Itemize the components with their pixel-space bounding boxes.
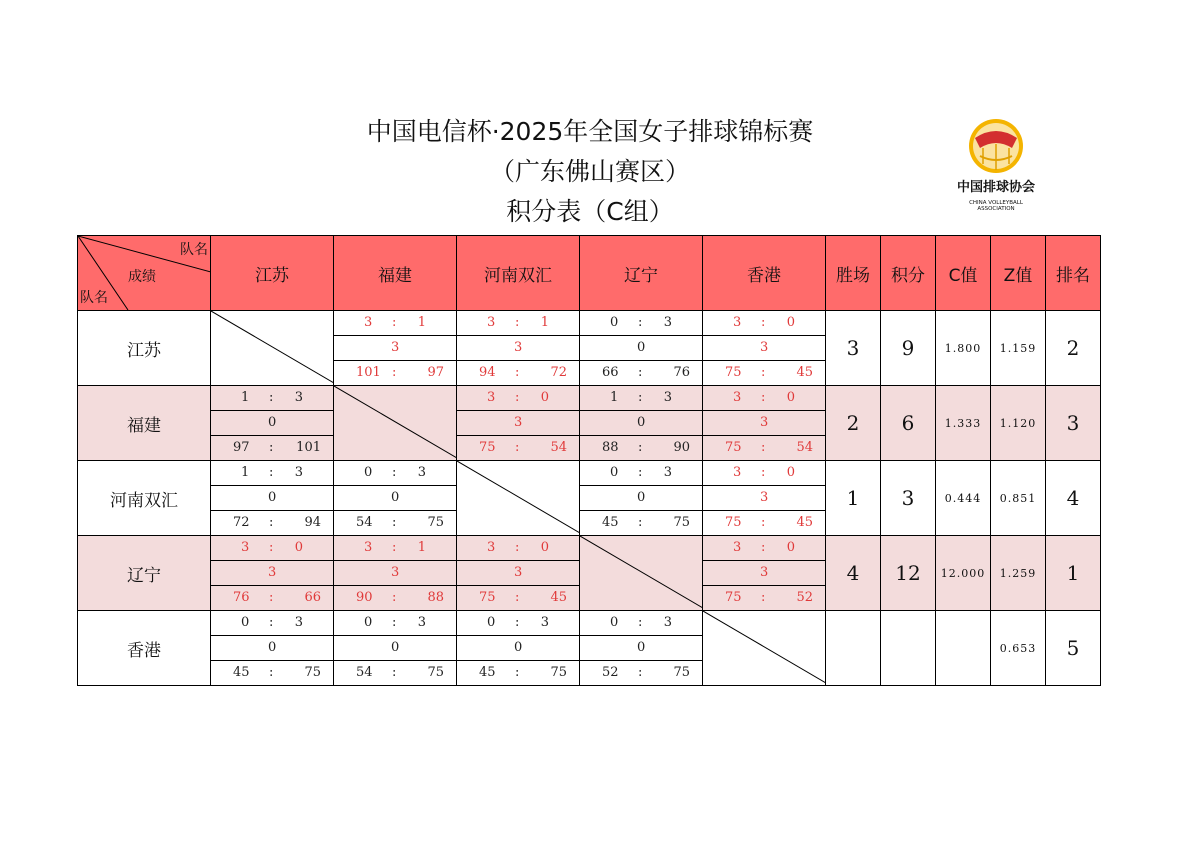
points-home: 45 [602, 515, 619, 530]
wins-value: 1 [826, 461, 881, 536]
match-points: 0 [637, 490, 646, 505]
points-home: 101 [356, 365, 381, 380]
rank-value: 2 [1046, 311, 1101, 386]
match-points: 0 [637, 640, 646, 655]
score-separator: : [761, 540, 766, 555]
association-logo [950, 118, 1042, 214]
match-result-cell [211, 536, 334, 611]
column-header-team: 江苏 [211, 236, 334, 311]
set-score-home: 3 [487, 315, 496, 330]
c-value: 1.800 [936, 311, 991, 386]
set-score-away: 3 [294, 465, 303, 480]
match-result-cell [457, 386, 580, 461]
set-score-home: 1 [241, 465, 250, 480]
column-header-stat: 积分 [881, 236, 936, 311]
set-score-home: 3 [733, 390, 742, 405]
wins-value: 2 [826, 386, 881, 461]
score-separator: : [392, 515, 397, 530]
points-away: 75 [550, 665, 567, 680]
self-match-cell [703, 611, 826, 686]
self-match-cell [580, 536, 703, 611]
set-score-away: 1 [540, 315, 549, 330]
score-separator: : [638, 365, 643, 380]
column-header-stat: 胜场 [826, 236, 881, 311]
points-away: 66 [304, 590, 321, 605]
set-score-away: 0 [294, 540, 303, 555]
score-separator: : [269, 390, 274, 405]
points-home: 90 [356, 590, 373, 605]
diagonal-line [457, 461, 580, 533]
score-separator: : [761, 440, 766, 455]
match-points: 0 [391, 490, 400, 505]
points-away: 72 [550, 365, 567, 380]
c-value: 1.333 [936, 386, 991, 461]
row-team-name: 河南双汇 [78, 461, 211, 536]
wins-value: 4 [826, 536, 881, 611]
column-header-team: 辽宁 [580, 236, 703, 311]
set-score-home: 0 [241, 615, 250, 630]
row-team-name: 福建 [78, 386, 211, 461]
points-home: 75 [725, 365, 742, 380]
z-value: 1.120 [991, 386, 1046, 461]
points-away: 101 [296, 440, 321, 455]
match-result-cell [457, 536, 580, 611]
score-separator: : [515, 665, 520, 680]
set-score-away: 3 [294, 390, 303, 405]
points-home: 75 [725, 590, 742, 605]
points-home: 54 [356, 665, 373, 680]
match-result-cell [334, 536, 457, 611]
score-separator: : [515, 365, 520, 380]
column-header-team: 河南双汇 [457, 236, 580, 311]
points-home: 76 [233, 590, 250, 605]
self-match-cell [457, 461, 580, 536]
score-separator: : [392, 465, 397, 480]
points-away: 90 [673, 440, 690, 455]
match-points: 0 [268, 490, 277, 505]
z-value: 0.653 [991, 611, 1046, 686]
points-value: 12 [881, 536, 936, 611]
set-score-home: 1 [610, 390, 619, 405]
set-score-away: 3 [294, 615, 303, 630]
score-separator: : [392, 540, 397, 555]
c-value [936, 611, 991, 686]
score-separator: : [638, 665, 643, 680]
row-team-name: 香港 [78, 611, 211, 686]
score-separator: : [392, 665, 397, 680]
points-away: 75 [673, 515, 690, 530]
page-title: 中国电信杯·2025年全国女子排球锦标赛 [366, 117, 814, 146]
score-separator: : [515, 315, 520, 330]
match-points: 3 [514, 415, 523, 430]
points-value: 6 [881, 386, 936, 461]
points-home: 45 [479, 665, 496, 680]
set-score-away: 0 [786, 390, 795, 405]
set-score-home: 0 [610, 315, 619, 330]
score-separator: : [515, 390, 520, 405]
match-result-cell [211, 461, 334, 536]
match-points: 3 [514, 565, 523, 580]
corner-header [78, 236, 211, 311]
match-result-cell [580, 611, 703, 686]
diagonal-line [703, 611, 826, 683]
diagonal-line [334, 386, 457, 458]
column-header-stat: 排名 [1046, 236, 1101, 311]
row-team-name: 江苏 [78, 311, 211, 386]
set-score-home: 3 [364, 315, 373, 330]
points-home: 66 [602, 365, 619, 380]
score-separator: : [638, 440, 643, 455]
match-result-cell [334, 461, 457, 536]
points-away: 75 [673, 665, 690, 680]
match-result-cell [580, 386, 703, 461]
match-points: 3 [760, 415, 769, 430]
points-away: 88 [427, 590, 444, 605]
z-value: 0.851 [991, 461, 1046, 536]
score-separator: : [638, 315, 643, 330]
column-header-team: 福建 [334, 236, 457, 311]
diagonal-line [580, 536, 703, 608]
rank-value: 4 [1046, 461, 1101, 536]
match-result-cell [211, 611, 334, 686]
score-separator: : [761, 590, 766, 605]
points-away: 75 [427, 665, 444, 680]
z-value: 1.159 [991, 311, 1046, 386]
corner-label-mid: 成绩 [128, 269, 156, 285]
score-separator: : [392, 315, 397, 330]
table-row [78, 536, 1101, 611]
page-subtitle: （广东佛山赛区） [489, 157, 690, 186]
rank-value: 5 [1046, 611, 1101, 686]
points-home: 75 [479, 440, 496, 455]
score-separator: : [638, 465, 643, 480]
set-score-home: 3 [733, 540, 742, 555]
points-home: 52 [602, 665, 619, 680]
points-home: 72 [233, 515, 250, 530]
set-score-home: 1 [241, 390, 250, 405]
points-away: 54 [796, 440, 813, 455]
match-points: 0 [637, 340, 646, 355]
match-result-cell [334, 611, 457, 686]
match-result-cell [703, 386, 826, 461]
points-home: 97 [233, 440, 250, 455]
self-match-cell [211, 311, 334, 386]
points-home: 75 [725, 515, 742, 530]
set-score-home: 3 [241, 540, 250, 555]
corner-label-bottom: 队名 [80, 290, 108, 306]
set-score-away: 1 [417, 540, 426, 555]
points-away: 94 [304, 515, 321, 530]
match-result-cell [211, 386, 334, 461]
score-separator: : [761, 315, 766, 330]
set-score-home: 3 [733, 465, 742, 480]
score-separator: : [515, 590, 520, 605]
match-result-cell [580, 311, 703, 386]
score-separator: : [761, 465, 766, 480]
rank-value: 3 [1046, 386, 1101, 461]
points-home: 75 [725, 440, 742, 455]
match-points: 3 [760, 490, 769, 505]
score-separator: : [515, 540, 520, 555]
table-row [78, 311, 1101, 386]
match-result-cell [457, 611, 580, 686]
points-away: 45 [796, 515, 813, 530]
match-points: 0 [637, 415, 646, 430]
points-value [881, 611, 936, 686]
points-home: 45 [233, 665, 250, 680]
match-points: 3 [391, 565, 400, 580]
rank-value: 1 [1046, 536, 1101, 611]
score-separator: : [269, 615, 274, 630]
points-away: 54 [550, 440, 567, 455]
points-away: 76 [673, 365, 690, 380]
logo-text-en: CHINA VOLLEYBALL ASSOCIATION [969, 200, 1023, 212]
volleyball-icon [950, 118, 1042, 176]
score-separator: : [515, 615, 520, 630]
points-value: 3 [881, 461, 936, 536]
z-value: 1.259 [991, 536, 1046, 611]
points-home: 75 [479, 590, 496, 605]
match-result-cell [334, 311, 457, 386]
standings-table [77, 235, 1101, 686]
set-score-home: 0 [487, 615, 496, 630]
score-separator: : [269, 465, 274, 480]
set-score-away: 0 [540, 540, 549, 555]
set-score-away: 0 [786, 465, 795, 480]
score-separator: : [638, 615, 643, 630]
score-separator: : [515, 440, 520, 455]
set-score-away: 0 [786, 540, 795, 555]
c-value: 12.000 [936, 536, 991, 611]
set-score-home: 0 [364, 615, 373, 630]
wins-value: 3 [826, 311, 881, 386]
row-team-name: 辽宁 [78, 536, 211, 611]
score-separator: : [761, 515, 766, 530]
match-result-cell [580, 461, 703, 536]
column-header-team: 香港 [703, 236, 826, 311]
set-score-home: 0 [364, 465, 373, 480]
column-header-stat: C值 [936, 236, 991, 311]
set-score-home: 0 [610, 465, 619, 480]
score-separator: : [269, 515, 274, 530]
match-points: 3 [760, 565, 769, 580]
logo-text-cn: 中国排球协会 [956, 180, 1035, 195]
points-away: 45 [550, 590, 567, 605]
match-result-cell [703, 311, 826, 386]
match-points: 0 [514, 640, 523, 655]
set-score-away: 3 [417, 615, 426, 630]
score-separator: : [761, 390, 766, 405]
set-score-away: 1 [417, 315, 426, 330]
score-separator: : [761, 365, 766, 380]
set-score-away: 3 [663, 615, 672, 630]
match-points: 3 [268, 565, 277, 580]
set-score-home: 0 [610, 615, 619, 630]
c-value: 0.444 [936, 461, 991, 536]
score-separator: : [392, 590, 397, 605]
score-separator: : [269, 590, 274, 605]
set-score-away: 0 [786, 315, 795, 330]
score-separator: : [269, 665, 274, 680]
set-score-away: 3 [540, 615, 549, 630]
points-away: 45 [796, 365, 813, 380]
set-score-home: 3 [733, 315, 742, 330]
table-row [78, 461, 1101, 536]
score-separator: : [392, 615, 397, 630]
table-row [78, 386, 1101, 461]
corner-label-top: 队名 [180, 242, 208, 258]
table-title: 积分表（C组） [506, 197, 674, 226]
match-points: 3 [391, 340, 400, 355]
match-result-cell [457, 311, 580, 386]
points-away: 52 [796, 590, 813, 605]
match-points: 0 [391, 640, 400, 655]
score-separator: : [638, 390, 643, 405]
score-separator: : [269, 440, 274, 455]
match-points: 0 [268, 640, 277, 655]
set-score-away: 3 [663, 315, 672, 330]
points-home: 54 [356, 515, 373, 530]
score-separator: : [392, 365, 397, 380]
match-result-cell [703, 461, 826, 536]
match-points: 3 [760, 340, 769, 355]
diagonal-line [211, 311, 334, 383]
set-score-away: 3 [417, 465, 426, 480]
points-home: 94 [479, 365, 496, 380]
points-value: 9 [881, 311, 936, 386]
set-score-away: 3 [663, 465, 672, 480]
set-score-home: 3 [487, 540, 496, 555]
set-score-away: 0 [540, 390, 549, 405]
points-away: 75 [304, 665, 321, 680]
set-score-home: 3 [364, 540, 373, 555]
points-away: 97 [427, 365, 444, 380]
table-row [78, 611, 1101, 686]
points-away: 75 [427, 515, 444, 530]
points-home: 88 [602, 440, 619, 455]
match-points: 0 [268, 415, 277, 430]
set-score-away: 3 [663, 390, 672, 405]
wins-value [826, 611, 881, 686]
column-header-stat: Z值 [991, 236, 1046, 311]
set-score-home: 3 [487, 390, 496, 405]
score-separator: : [638, 515, 643, 530]
match-result-cell [703, 536, 826, 611]
self-match-cell [334, 386, 457, 461]
score-separator: : [269, 540, 274, 555]
match-points: 3 [514, 340, 523, 355]
